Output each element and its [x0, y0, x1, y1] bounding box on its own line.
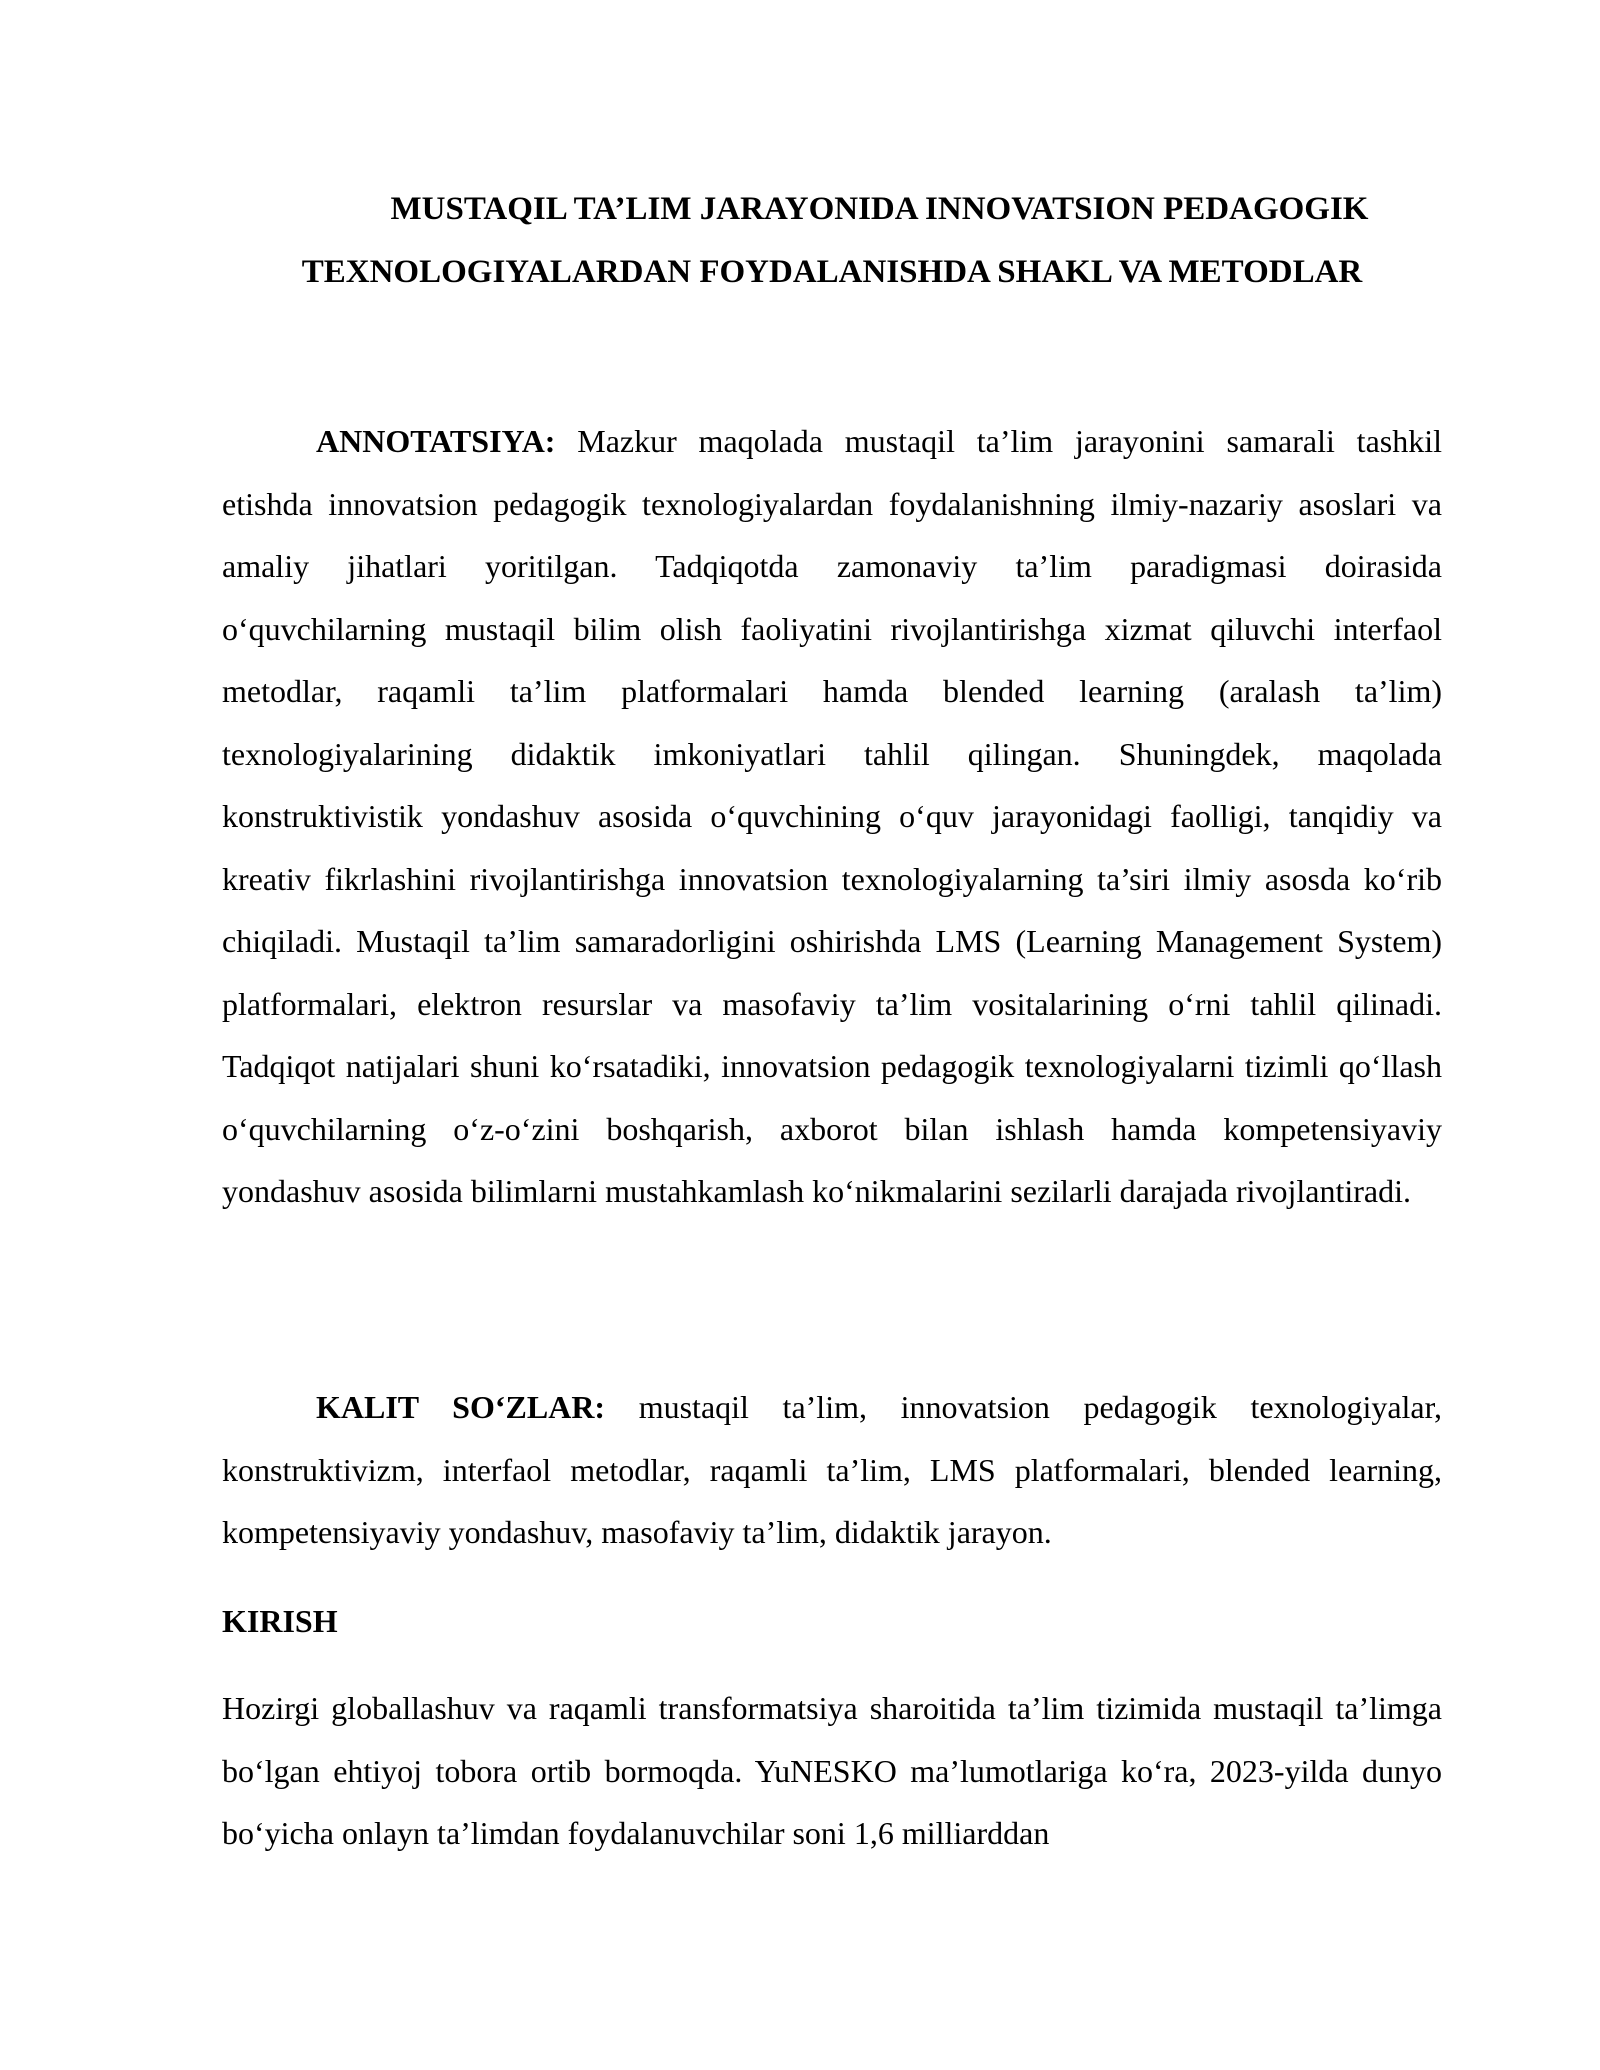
intro-heading: KIRISH [222, 1603, 338, 1639]
keywords-label: KALIT SO‘ZLAR: [316, 1389, 606, 1425]
annotation-label: ANNOTATSIYA: [316, 423, 556, 459]
keywords-text: mustaqil ta’lim, innovatsion pedagogik texnologiyalar, konstruktivizm, interfaol metodlar, raqamli ta’lim, LMS platformalari, blended learning, kompetensiyaviy yondashuv, masofaviy ta’lim, didaktik jarayon. [222, 1389, 1443, 1550]
annotation-text: Mazkur maqolada mustaqil ta’lim jarayonini samarali tashkil etishda innovatsion pedagogik texnologiyalardan foydalanishning ilmiy-nazariy asoslari va amaliy jihatlari yoritilgan. Tadqiqotda zamonaviy ta’lim paradigmasi doirasida o‘quvchilarning mustaqil bilim olish faoliyatini rivojlantirishga xizmat qiluvchi interfaol metodlar, raqamli ta’lim platformalari hamda blended learning (aralash ta’lim) texnologiyalarining didaktik imkoniyatlari tahlil qilingan. Shuningdek, maqolada konstruktivistik yondashuv asosida o‘quvchining o‘quv jarayonidagi faolligi, tanqidiy va kreativ fikrlashini rivojlantirishga innovatsion texnologiyalarning ta’siri ilmiy asosda ko‘rib chiqiladi. Mustaqil ta’lim samaradorligini oshirishda LMS (Learning Management System) platformalari, elektron resurslar va masofaviy ta’lim vositalarining o‘rni tahlil qilinadi. Tadqiqot natijalari shuni ko‘rsatadiki, innovatsion pedagogik texnologiyalarni tizimli qo‘llash o‘quvchilarning o‘z-o‘zini boshqarish, axborot bilan ishlash hamda kompetensiyaviy yondashuv asosida bilimlarni mustahkamlash ko‘nikmalarini sezilarli darajada rivojlantiradi. [222, 423, 1442, 1209]
annotation-paragraph [222, 410, 1442, 1223]
document-title [222, 178, 1442, 304]
title-line-2: TEXNOLOGIYALARDAN FOYDALANISHDA SHAKL VA METODLAR [301, 254, 1363, 290]
title-line-1: MUSTAQIL TA’LIM JARAYONIDA INNOVATSION PEDAGOGIK [390, 191, 1369, 227]
keywords-paragraph [222, 1376, 1442, 1564]
intro-paragraph: Hozirgi globallashuv va raqamli transformatsiya sharoitida ta’lim tizimida mustaqil ta’limga bo‘lgan ehtiyoj tobora ortib bormoqda. YuNESKO ma’lumotlariga ko‘ra, 2023-yilda dunyo bo‘yicha onlayn ta’limdan foydalanuvchilar soni 1,6 milliarddan [222, 1690, 1442, 1851]
